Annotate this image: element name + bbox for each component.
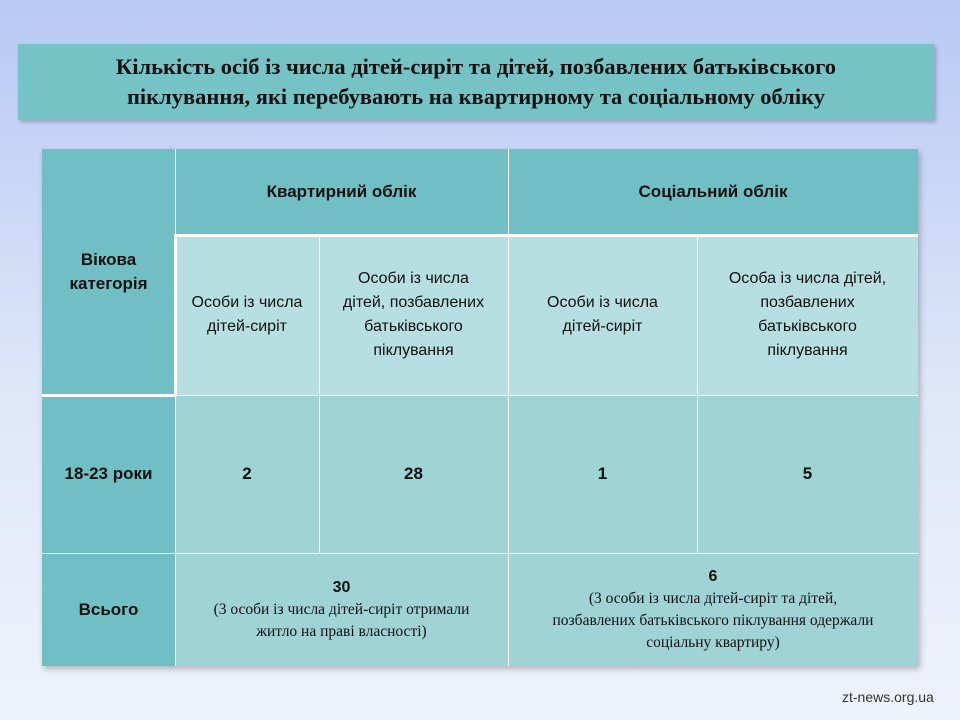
grid-line-thick bbox=[174, 234, 918, 237]
grid-line-thick bbox=[174, 235, 177, 397]
value-orphans-kvartyrnyi: 2 bbox=[175, 395, 319, 553]
grid-line bbox=[508, 149, 509, 666]
subheader-deprived-kvartyrnyi: Особи із числа дітей, позбавлених батьківського піклування bbox=[319, 235, 508, 395]
value-deprived-kvartyrnyi: 28 bbox=[319, 395, 508, 553]
age-category-header: Вікова категорія bbox=[42, 149, 175, 395]
subheader-deprived-sotsialnyi: Особа із числа дітей, позбавлених батьківського піклування bbox=[697, 235, 918, 395]
title-banner bbox=[18, 44, 934, 120]
site-watermark: zt-news.org.ua bbox=[842, 689, 934, 705]
grid-line bbox=[175, 149, 176, 666]
subheader-orphans-sotsialnyi: Особи із числа дітей-сиріт bbox=[508, 235, 697, 395]
data-table bbox=[42, 149, 918, 666]
value-orphans-sotsialnyi: 1 bbox=[508, 395, 697, 553]
group-header-sotsialnyi: Соціальний облік bbox=[508, 149, 918, 235]
grid-line bbox=[319, 235, 320, 553]
grid-line bbox=[697, 235, 698, 553]
total-sotsialnyi-value: 6 bbox=[708, 567, 718, 585]
total-kvartyrnyi-value: 30 bbox=[332, 578, 351, 596]
subheader-orphans-kvartyrnyi: Особи із числа дітей-сиріт bbox=[175, 235, 319, 395]
grid-line bbox=[42, 553, 918, 554]
total-sotsialnyi-note: (3 особи із числа дітей-сиріт та дітей, позбавлених батьківського піклування одержали соціальну квартиру) bbox=[552, 589, 874, 651]
grid-line-thick bbox=[42, 394, 177, 397]
slide-title: Кількість осіб із числа дітей-сиріт та дітей, позбавлених батьківського піклування, які перебувають на квартирному та соціальному обліку bbox=[115, 54, 837, 109]
total-kvartyrnyi-note: (3 особи із числа дітей-сиріт отримали житло на праві власності) bbox=[213, 600, 470, 640]
total-label: Всього bbox=[42, 553, 175, 666]
group-header-kvartyrnyi: Квартирний облік bbox=[175, 149, 508, 235]
total-kvartyrnyi-cell bbox=[175, 553, 508, 666]
value-deprived-sotsialnyi: 5 bbox=[697, 395, 918, 553]
row-label-age: 18-23 роки bbox=[42, 395, 175, 553]
total-sotsialnyi-cell bbox=[508, 553, 918, 666]
